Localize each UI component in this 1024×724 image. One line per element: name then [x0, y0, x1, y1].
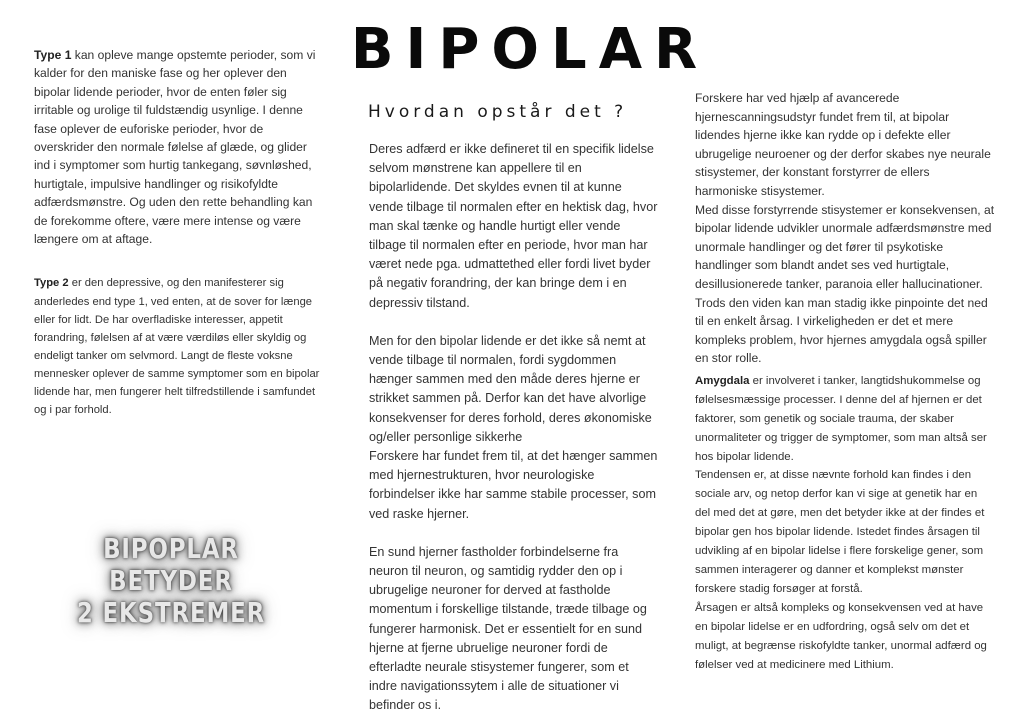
slogan-banner — [52, 533, 290, 629]
type1-paragraph — [34, 46, 322, 248]
right-paragraph-6: Årsagen er altså kompleks og konsekvensen ved at have en bipolar lidelse er en udfordring, også selv om det et muligt, at begrænse riskofyldte tanker, unormal adfærd og følelser ved at medicinere med Lithium. — [695, 601, 987, 671]
left-column — [34, 46, 322, 419]
slogan-line-2: 2 EKSTREMER — [76, 596, 266, 629]
amygdala-label: Amygdala — [695, 374, 750, 387]
page-subtitle: Hvordan opstår det ? — [368, 102, 628, 122]
type2-text: er den depressive, og den manifesterer sig anderledes end type 1, ved enten, at de sover for længe eller for lidt. De har overfladiske interesser, appetit forandring, følelsen af at være værdiløs eller skyldig og endeligt tanker om selvmord. Langt de fleste voksne mennesker oplever de samme symptomer som en bipolar lidende har, men fungerer helt tilfredstillende i samfundet og i par forhold. — [34, 277, 320, 417]
right-paragraph-3: Trods den viden kan man stadig ikke pinpointe det ned til en enkelt årsag. I virkeligheden er det et mere kompleks problem, hvor hjernes amygdala også spiller en stor rolle. — [695, 295, 988, 366]
middle-column — [369, 140, 659, 716]
type1-text: kan opleve mange opstemte perioder, som vi kalder for den maniske fase og her oplever den bipolar lidende perioder, hvor de enten føler sig irritable og urolige til fuldstændig usynlige. I denne fase oplever de euforiske perioder, hvor de overskrider den normale følelse af glæde, og glider ind i symptomer som hurtig tankegang, søvnløshed, hurtigtale, impulsive handlinger og risikofyldte adfærdsmønstre. Og uden den rette behandling kan de forekomme oftere, være mere intense og være længere om at aftage. — [34, 48, 316, 247]
amygdala-text: er involveret i tanker, langtidshukommelse og følelsesmæssige processer. I denne del af hjernen er det faktorer, som genetik og sociale trauma, der skaber unormaliteter og trigger de symptomer, som man altså ser hos bipolar lidende. — [695, 374, 987, 463]
type2-label: Type 2 — [34, 277, 69, 290]
right-paragraph-2: Med disse forstyrrende stisystemer er konsekvensen, at bipolar lidende udvikler unormale adfærdsmønstre med unormale handlinger og det fører til psykotiske handlinger som blandt andet ses ved hurtigtale, desillusionerede tanker, paranoia eller hallucinationer. — [695, 202, 995, 291]
right-paragraph-1: Forskere har ved hjælp af avancerede hjernescanningsudstyr fundet frem til, at bipolar lidendes hjerne ikke kan rydde op i defekte eller ubrugelige neuroener og der derfor skabes nye neurale stisystemer, der konstant forstyrrer de ellers harmoniske stisystemer. — [695, 91, 991, 198]
page-title: BIPOLAR — [350, 17, 710, 82]
middle-paragraph-4: En sund hjerner fastholder forbindelserne fra neuron til neuron, og samtidig rydder den op i ubrugelige neuroner for derved at fastholde momentum i forskellige tilstande, træde tilbage og fungerer harmonisk. Det er essentielt for en sund hjerne at fjerne ubruelige neuroner fordi de efterladte neurale stisystemer fungerer, som et indre navigationssytem i alle de situationer vi befinder os i. — [369, 544, 647, 713]
middle-paragraph-3: Forskere har fundet frem til, at det hænger sammen med hjernestrukturen, hvor neurologiske forbindelser ikke har samme stabile processer, som ved raske hjerner. — [369, 449, 658, 521]
amygdala-paragraph — [695, 372, 995, 467]
middle-paragraph-2: Men for den bipolar lidende er det ikke så nemt at vende tilbage til normalen, fordi sygdommen hænger sammen med den måde deres hjerne er strikket sammen på. Derfor kan det have alvorlige konsekvenser for deres forhold, deres økonomiske og/eller personlige sikkerhe — [369, 333, 652, 444]
middle-paragraph-1: Deres adfærd er ikke defineret til en specifik lidelse selvom mønstrene kan appellere til en bipolarlidende. Det skyldes evnen til at kunne vende tilbage til normalen efter en hektisk dag, hvor man skal tænke og handle hurtigt eller vende tilbage til normalen efter en periode, hvor man har været nede pga. udmattethed eller fordi livet byder på negativ forandring, der kan bringe dem i en depressiv tilstand. — [369, 142, 658, 310]
type2-paragraph — [34, 274, 322, 419]
right-column — [695, 89, 995, 674]
type1-label: Type 1 — [34, 48, 72, 62]
slogan-line-1: BIPOPLAR BETYDER — [103, 532, 239, 597]
right-paragraph-5: Tendensen er, at disse nævnte forhold kan findes i den sociale arv, og netop derfor kan vi sige at genetik har en del med det at gøre, men det betyder ikke at der findes et bipolar gen hos bipolar lidende. Istedet findes årsagen til udvikling af en bipolar lidelse i flere forskelige gener, som sammen interagerer og danner et komplekst mønster forskere stadig forsøger at forstå. — [695, 469, 985, 595]
